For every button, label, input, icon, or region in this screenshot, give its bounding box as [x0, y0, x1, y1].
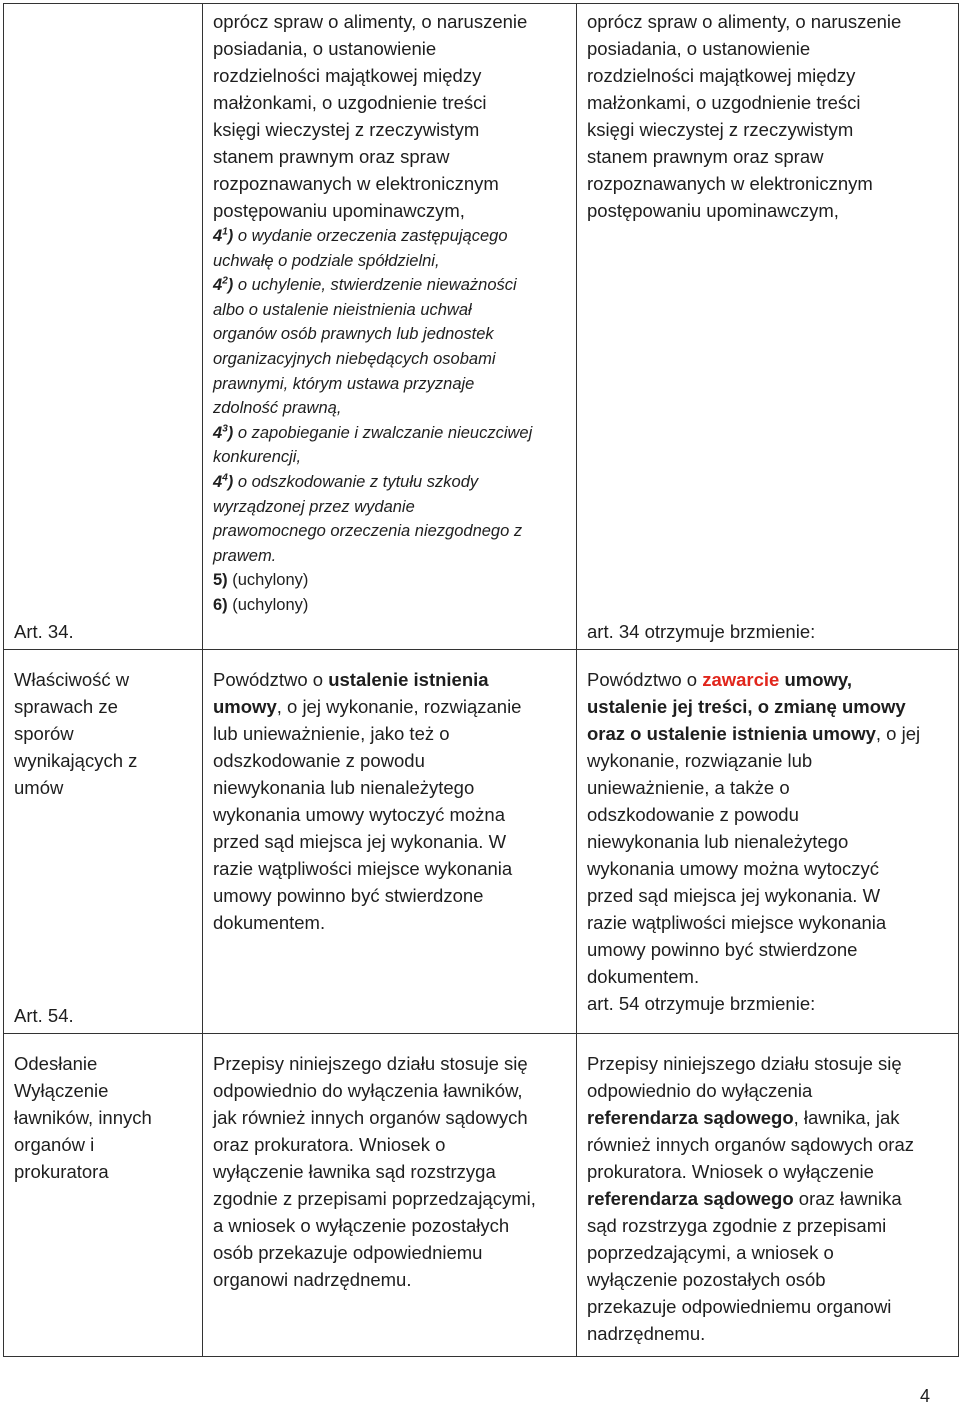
text-line: albo o ustalenie nieistnienia uchwał [213, 300, 472, 319]
text-line: przed sąd miejsca jej wykonania. W [587, 885, 881, 906]
text-line: wyłączenie pozostałych osób [587, 1269, 826, 1290]
text-line: odszkodowanie z powodu [213, 750, 425, 771]
row1-proposed-text-cell [577, 4, 959, 650]
text-line: księgi wieczystej z rzeczywistym [213, 119, 480, 140]
row3-proposed-text-cell [577, 1034, 959, 1357]
art-54-change-note: art. 54 otrzymuje brzmienie: [587, 993, 816, 1014]
item-4-4: $4^4$) o odszkodowanie z tytułu szkody [213, 472, 479, 491]
text-line: postępowaniu upominawczym, [587, 200, 839, 221]
row3-current-text-cell [203, 1034, 577, 1357]
text-line: małżonkami, o uzgodnienie treści [587, 92, 861, 113]
text-line: osób przekazuje odpowiedniemu [213, 1242, 483, 1263]
text-line: wykonanie, rozwiązanie lub [587, 750, 813, 771]
text-line: przed sąd miejsca jej wykonania. W [213, 831, 507, 852]
title-line: ławników, innych [14, 1107, 152, 1128]
text-line: unieważnienie, a także o [587, 777, 790, 798]
title-line: wynikających z [14, 750, 138, 771]
row1-current-plain [213, 8, 566, 224]
text-line: poprzedzającymi, a wniosek o [587, 1242, 834, 1263]
row1-label-cell [4, 4, 203, 650]
title-line: sporów [14, 723, 74, 744]
item-number: $4^3$) [213, 423, 234, 442]
text-line: zdolność prawną, [213, 399, 342, 418]
text-line: Powództwo o ustalenie istnienia [213, 669, 489, 690]
art-34-change-note: art. 34 otrzymuje brzmienie: [587, 621, 816, 642]
text-line: prawomocnego orzeczenia niezgodnego z [213, 522, 523, 541]
row1-proposed-plain [587, 8, 948, 224]
text-line: Powództwo o zawarcie umowy, [587, 669, 852, 690]
row1-current-text-cell [203, 4, 577, 650]
item-number: $4^1$) [213, 226, 234, 245]
text-line: posiadania, o ustanowienie [587, 38, 811, 59]
text-line: organowi nadrzędnemu. [213, 1269, 412, 1290]
item-4-3: $4^3$) o zapobieganie i zwalczanie nieuczciwej [213, 423, 533, 442]
text-line: oprócz spraw o alimenty, o naruszenie [213, 11, 528, 32]
text-line: oraz o ustalenie istnienia umowy, o jej [587, 723, 921, 744]
table-row-art-34-continuation [4, 4, 959, 650]
row1-current-italic-items [213, 224, 566, 618]
text-line: referendarza sądowego, ławnika, jak [587, 1107, 900, 1128]
item-number: $4^4$) [213, 472, 234, 491]
item-4-2: $4^2$) o uchylenie, stwierdzenie nieważności [213, 275, 517, 295]
text-line: wyrządzonej przez wydanie [213, 497, 415, 516]
text-line: oprócz spraw o alimenty, o naruszenie [587, 11, 902, 32]
text-line: konkurencji, [213, 448, 302, 467]
text-line: stanem prawnym oraz spraw [587, 146, 824, 167]
text-line: a wniosek o wyłączenie pozostałych [213, 1215, 510, 1236]
text-line: księgi wieczystej z rzeczywistym [587, 119, 854, 140]
row2-proposed-text-cell [577, 650, 959, 1034]
text-line: referendarza sądowego oraz ławnika [587, 1188, 902, 1209]
text-line: sąd rozstrzyga zgodnie z przepisami [587, 1215, 887, 1236]
text-line: razie wątpliwości miejsce wykonania [213, 858, 513, 879]
text-line: niewykonania lub nienależytego [213, 777, 475, 798]
text-line: przekazuje odpowiedniemu organowi [587, 1296, 892, 1317]
text-line: lub unieważnienie, jako też o [213, 723, 450, 744]
row2-label-cell [4, 650, 203, 1034]
row3-label-cell [4, 1034, 203, 1357]
text-line: rozpoznawanych w elektronicznym [213, 173, 499, 194]
title-line: sprawach ze [14, 696, 118, 717]
text-line: wykonania umowy można wytoczyć [587, 858, 879, 879]
text-line: zgodnie z przepisami poprzedzającymi, [213, 1188, 536, 1209]
table-row-art-54 [4, 1034, 959, 1357]
text-line: uchwałę o podziale spółdzielni, [213, 251, 440, 270]
text-line: razie wątpliwości miejsce wykonania [587, 912, 887, 933]
text-line: ustalenie jej treści, o zmianę umowy [587, 696, 906, 717]
text-line: Przepisy niniejszego działu stosuje się [213, 1053, 528, 1074]
title-line: Wyłączenie [14, 1080, 109, 1101]
item-number: $4^2$) [213, 275, 234, 295]
text-line: prawem. [213, 546, 277, 565]
art-54-label: Art. 54. [14, 1005, 74, 1026]
text-line: rozpoznawanych w elektronicznym [587, 173, 873, 194]
text-line: również innych organów sądowych oraz [587, 1134, 915, 1155]
text-line: wykonania umowy wytoczyć można [213, 804, 505, 825]
comparison-table [3, 3, 959, 1357]
text-line: Przepisy niniejszego działu stosuje się [587, 1053, 902, 1074]
text-line: nadrzędnemu. [587, 1323, 706, 1344]
title-line: organów i [14, 1134, 95, 1155]
text-line: prawnymi, którym ustawa przyznaje [213, 374, 475, 393]
text-line: organów osób prawnych lub jednostek [213, 325, 494, 344]
title-line: Odesłanie [14, 1053, 98, 1074]
text-line: rozdzielności majątkowej między [213, 65, 482, 86]
text-line: niewykonania lub nienależytego [587, 831, 849, 852]
title-line: prokuratora [14, 1161, 109, 1182]
text-line: umowy, o jej wykonanie, rozwiązanie [213, 696, 522, 717]
item-5-repealed: 5) (uchylony) [213, 571, 309, 590]
text-line: stanem prawnym oraz spraw [213, 146, 450, 167]
text-line: postępowaniu upominawczym, [213, 200, 465, 221]
text-line: organizacyjnych niebędących osobami [213, 349, 496, 368]
text-line: odszkodowanie z powodu [587, 804, 799, 825]
text-line: odpowiednio do wyłączenia [587, 1080, 813, 1101]
row2-current-text-cell [203, 650, 577, 1034]
text-line: prokuratora. Wniosek o wyłączenie [587, 1161, 874, 1182]
text-line: wyłączenie ławnika sąd rozstrzyga [213, 1161, 496, 1182]
text-line: jak również innych organów sądowych [213, 1107, 528, 1128]
text-line: posiadania, o ustanowienie [213, 38, 437, 59]
table-row-art-34 [4, 650, 959, 1034]
text-line: małżonkami, o uzgodnienie treści [213, 92, 487, 113]
item-4-1: $4^1$) o wydanie orzeczenia zastępującego [213, 226, 508, 245]
text-line: odpowiednio do wyłączenia ławników, [213, 1080, 523, 1101]
item-6-repealed: 6) (uchylony) [213, 595, 309, 614]
text-line: dokumentem. [587, 966, 700, 987]
text-line: umowy powinno być stwierdzone [587, 939, 858, 960]
text-line: oraz prokuratora. Wniosek o [213, 1134, 446, 1155]
page-number: 4 [919, 1386, 930, 1406]
text-line: rozdzielności majątkowej między [587, 65, 856, 86]
title-line: umów [14, 777, 64, 798]
art-34-label: Art. 34. [14, 621, 74, 642]
title-line: Właściwość w [14, 669, 130, 690]
text-line: umowy powinno być stwierdzone [213, 885, 484, 906]
amendment-highlight: zawarcie [702, 669, 780, 690]
text-line: dokumentem. [213, 912, 326, 933]
